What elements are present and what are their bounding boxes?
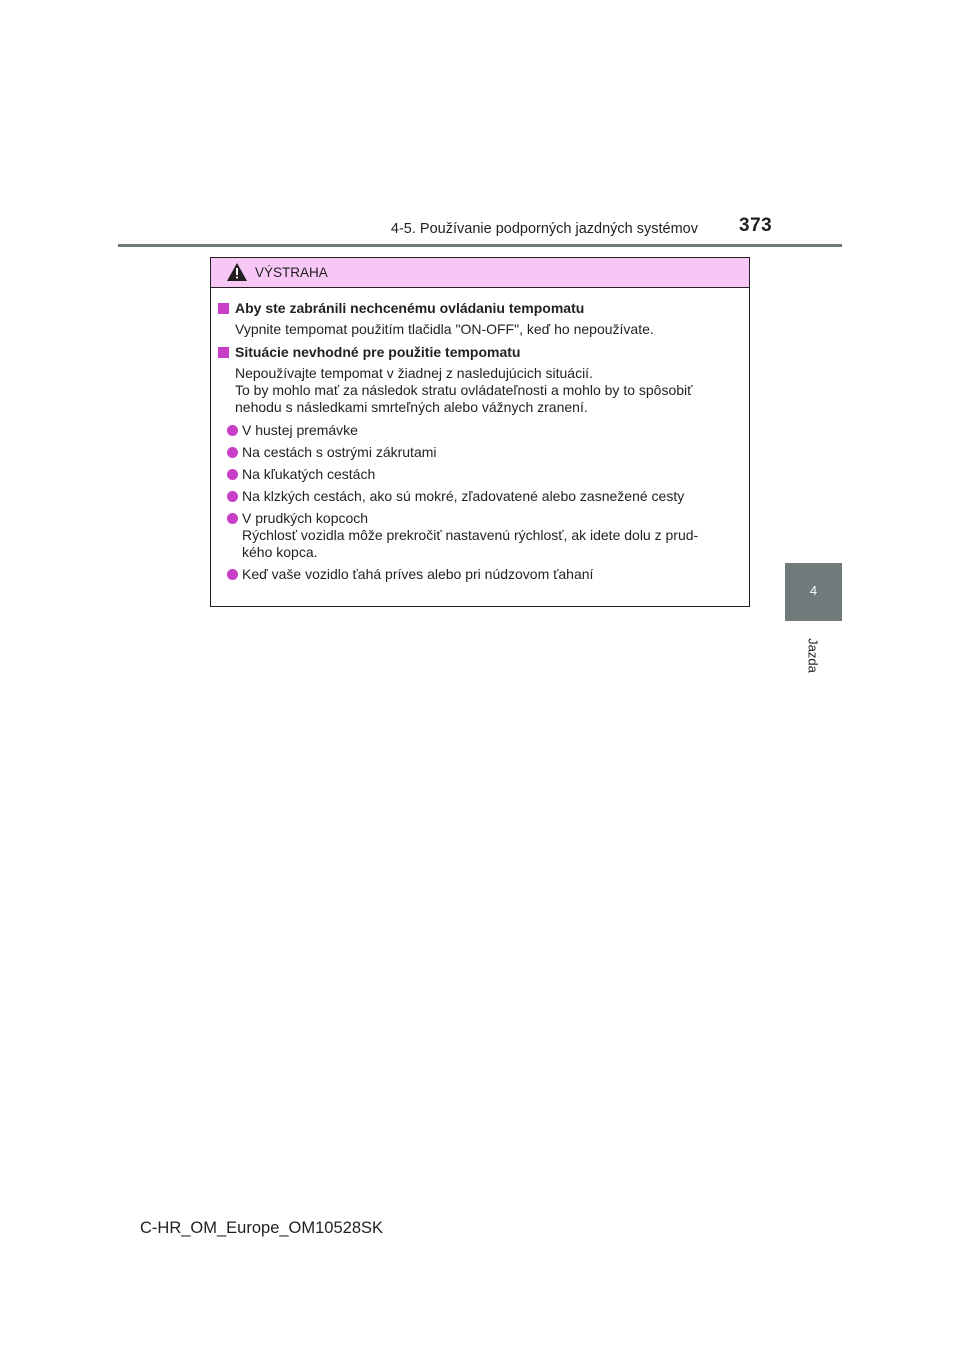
document-code: C-HR_OM_Europe_OM10528SK xyxy=(140,1219,384,1237)
warning-title: VÝSTRAHA xyxy=(255,265,328,280)
chapter-tab xyxy=(785,563,842,621)
section-heading: Situácie nevhodné pre použitie tempomatu xyxy=(218,344,743,361)
list-item: Na klzkých cestách, ako sú mokré, zľadovatené alebo zasnežené cesty xyxy=(218,488,743,505)
section-title: 4-5. Používanie podporných jazdných systémov xyxy=(390,221,698,237)
chapter-label-text: Jazda xyxy=(805,638,821,673)
warning-box xyxy=(210,257,750,607)
warning-header xyxy=(211,258,749,288)
section-text: Vypnite tempomat použitím tlačidla "ON-OFF", keď ho nepoužívate. xyxy=(235,321,654,337)
round-bullet-icon xyxy=(227,569,238,580)
round-bullet-icon xyxy=(227,491,238,502)
list-item: Keď vaše vozidlo ťahá príves alebo pri núdzovom ťahaní xyxy=(218,566,743,583)
square-bullet-icon xyxy=(218,303,229,314)
list-item: Na kľukatých cestách xyxy=(218,466,743,483)
warning-triangle-icon xyxy=(227,263,247,281)
list-item: Na cestách s ostrými zákrutami xyxy=(218,444,743,461)
section-text: Nepoužívajte tempomat v žiadnej z nasledujúcich situácií. To by mohlo mať za následok stratu ovládateľnosti a mohlo by to spôsobiť nehodu s následkami smrteľných alebo vážnych zranení. xyxy=(235,365,693,415)
warning-content xyxy=(218,300,743,583)
round-bullet-icon xyxy=(227,447,238,458)
chapter-label xyxy=(805,628,823,688)
list-item: V hustej premávke xyxy=(218,422,743,439)
chapter-number: 4 xyxy=(809,583,818,598)
round-bullet-icon xyxy=(227,513,238,524)
list-item: V prudkých kopcoch Rýchlosť vozidla môže prekročiť nastavenú rýchlosť, ak idete dolu z prud- kého kopca. xyxy=(218,510,743,561)
section-heading: Aby ste zabránili nechcenému ovládaniu tempomatu xyxy=(218,300,743,317)
header-divider xyxy=(118,244,842,247)
round-bullet-icon xyxy=(227,425,238,436)
square-bullet-icon xyxy=(218,347,229,358)
page-number: 373 xyxy=(739,215,773,236)
round-bullet-icon xyxy=(227,469,238,480)
